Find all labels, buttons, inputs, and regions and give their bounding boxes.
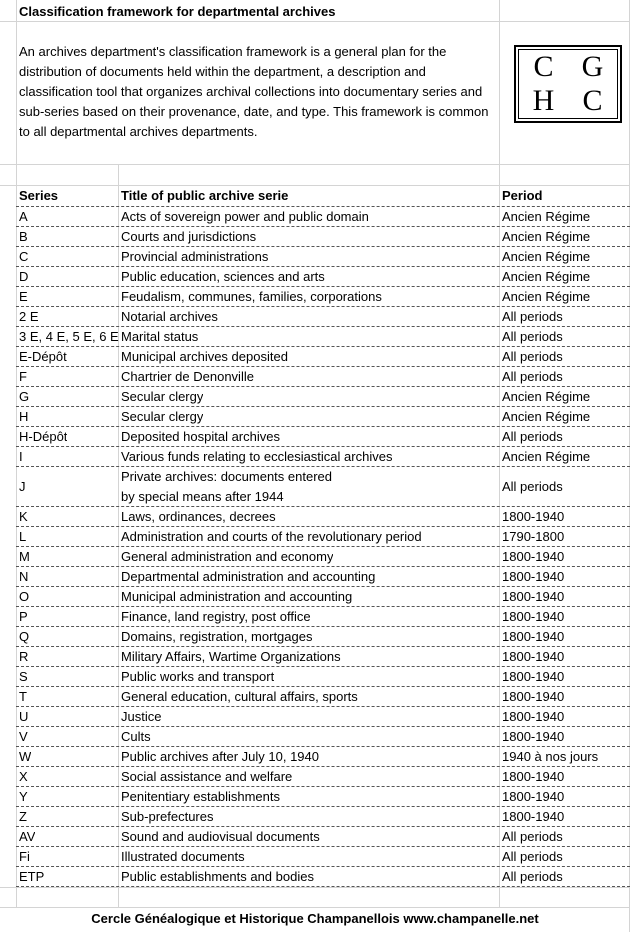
table-row <box>0 827 630 847</box>
series-title: Private archives: documents entered <box>121 469 332 484</box>
series-title-line2: by special means after 1944 <box>121 489 284 504</box>
series-title: Marital status <box>121 329 199 344</box>
series-code: 2 E <box>19 309 39 324</box>
table-row <box>0 687 630 707</box>
series-code: H <box>19 409 29 424</box>
series-code: 3 E, 4 E, 5 E, 6 E <box>19 329 119 344</box>
series-code: A <box>19 209 28 224</box>
series-title: Notarial archives <box>121 309 218 324</box>
table-row <box>0 667 630 687</box>
table-row <box>0 747 630 767</box>
series-code: J <box>19 479 26 494</box>
series-title: Cults <box>121 729 151 744</box>
series-code: X <box>19 769 28 784</box>
series-period: Ancien Régime <box>502 249 591 264</box>
table-row <box>0 847 630 867</box>
table-row <box>0 647 630 667</box>
series-period: 1800-1940 <box>502 589 565 604</box>
series-code: L <box>19 529 27 544</box>
table-row <box>0 527 630 547</box>
grid-line <box>0 907 630 908</box>
series-period: 1800-1940 <box>502 669 565 684</box>
series-period: Ancien Régime <box>502 449 591 464</box>
series-title: Laws, ordinances, decrees <box>121 509 276 524</box>
series-period: 1800-1940 <box>502 789 565 804</box>
grid-line <box>0 164 630 165</box>
series-period: 1800-1940 <box>502 809 565 824</box>
table-row <box>0 787 630 807</box>
series-code: B <box>19 229 28 244</box>
series-code: K <box>19 509 28 524</box>
series-period: Ancien Régime <box>502 409 591 424</box>
header-series: Series <box>19 188 59 203</box>
series-title: Departmental administration and accounting <box>121 569 376 584</box>
series-period: Ancien Régime <box>502 229 591 244</box>
series-title: Provincial administrations <box>121 249 269 264</box>
series-code: I <box>19 449 23 464</box>
series-title: Social assistance and welfare <box>121 769 293 784</box>
series-title: Sound and audiovisual documents <box>121 829 320 844</box>
series-period: Ancien Régime <box>502 389 591 404</box>
series-period: 1800-1940 <box>502 769 565 784</box>
table-row <box>0 767 630 787</box>
series-code: T <box>19 689 27 704</box>
series-code: R <box>19 649 29 664</box>
series-code: V <box>19 729 28 744</box>
series-period: All periods <box>502 829 563 844</box>
grid-line <box>0 887 630 888</box>
series-period: Ancien Régime <box>502 209 591 224</box>
series-title: Public establishments and bodies <box>121 869 314 884</box>
table-row <box>0 547 630 567</box>
series-code: AV <box>19 829 36 844</box>
series-title: Secular clergy <box>121 409 204 424</box>
logo-letter: H <box>532 84 555 117</box>
table-header-row <box>0 186 630 207</box>
table-row <box>0 807 630 827</box>
series-title: General administration and economy <box>121 549 334 564</box>
series-period: All periods <box>502 869 563 884</box>
series-code: Z <box>19 809 27 824</box>
series-code: N <box>19 569 29 584</box>
table-row <box>0 627 630 647</box>
series-period: 1800-1940 <box>502 549 565 564</box>
series-period: 1800-1940 <box>502 729 565 744</box>
series-period: All periods <box>502 329 563 344</box>
series-period: All periods <box>502 309 563 324</box>
series-period: 1940 à nos jours <box>502 749 599 764</box>
logo-letter: G <box>581 50 604 83</box>
series-title: Chartrier de Denonville <box>121 369 254 384</box>
series-code: C <box>19 249 29 264</box>
series-period: All periods <box>502 369 563 384</box>
table-row <box>0 407 630 427</box>
table-row <box>0 867 630 887</box>
table-row <box>0 387 630 407</box>
table-row <box>0 347 630 367</box>
series-title: Finance, land registry, post office <box>121 609 311 624</box>
series-code: Y <box>19 789 28 804</box>
series-code: E-Dépôt <box>19 349 67 364</box>
table-row <box>0 267 630 287</box>
series-code: D <box>19 269 29 284</box>
series-code: F <box>19 369 27 384</box>
series-code: G <box>19 389 30 404</box>
series-code: W <box>19 749 32 764</box>
document-title: Classification framework for departmental archives <box>19 4 336 19</box>
series-period: 1790-1800 <box>502 529 565 544</box>
series-title: Public works and transport <box>121 669 275 684</box>
series-period: All periods <box>502 349 563 364</box>
series-period: 1800-1940 <box>502 609 565 624</box>
series-title: Penitentiary establishments <box>121 789 280 804</box>
series-code: E <box>19 289 28 304</box>
table-row <box>0 467 630 507</box>
series-code: M <box>19 549 30 564</box>
table-row <box>0 507 630 527</box>
series-period: 1800-1940 <box>502 629 565 644</box>
table-row <box>0 247 630 267</box>
series-title: Illustrated documents <box>121 849 245 864</box>
series-title: Public archives after July 10, 1940 <box>121 749 319 764</box>
series-period: Ancien Régime <box>502 269 591 284</box>
table-row <box>0 207 630 227</box>
series-title: Sub-prefectures <box>121 809 214 824</box>
series-period: All periods <box>502 479 563 494</box>
series-title: Acts of sovereign power and public domain <box>121 209 369 224</box>
series-title: Various funds relating to ecclesiastical archives <box>121 449 393 464</box>
series-title: Justice <box>121 709 162 724</box>
series-code: U <box>19 709 29 724</box>
series-period: Ancien Régime <box>502 289 591 304</box>
series-title: Military Affairs, Wartime Organizations <box>121 649 341 664</box>
series-code: P <box>19 609 28 624</box>
table-row <box>0 307 630 327</box>
series-period: 1800-1940 <box>502 649 565 664</box>
series-title: Courts and jurisdictions <box>121 229 257 244</box>
logo-letter: C <box>582 84 603 117</box>
series-period: 1800-1940 <box>502 509 565 524</box>
footer-credit: Cercle Généalogique et Historique Champanellois www.champanelle.net <box>91 911 539 926</box>
series-title: General education, cultural affairs, sports <box>121 689 358 704</box>
intro-paragraph: An archives department's classification framework is a general plan for the distribution of documents held within the department, a description and classification tool that organizes archival collections into documentary series and sub-series based on their provenance, date, and type. This framework is common to all departmental archives departments. <box>19 44 489 139</box>
series-title: Municipal administration and accounting <box>121 589 353 604</box>
header-period: Period <box>502 188 543 203</box>
series-title: Public education, sciences and arts <box>121 269 325 284</box>
series-period: 1800-1940 <box>502 709 565 724</box>
series-title: Secular clergy <box>121 389 204 404</box>
series-code: Fi <box>19 849 30 864</box>
table-row <box>0 587 630 607</box>
series-title: Administration and courts of the revolutionary period <box>121 529 422 544</box>
series-title: Municipal archives deposited <box>121 349 288 364</box>
cghc-logo <box>514 45 622 123</box>
table-row <box>0 707 630 727</box>
series-code: ETP <box>19 869 45 884</box>
table-row <box>0 447 630 467</box>
table-row <box>0 227 630 247</box>
series-title: Deposited hospital archives <box>121 429 280 444</box>
table-row <box>0 427 630 447</box>
table-row <box>0 607 630 627</box>
table-row <box>0 567 630 587</box>
series-code: Q <box>19 629 30 644</box>
table-row <box>0 327 630 347</box>
series-code: S <box>19 669 28 684</box>
series-code: H-Dépôt <box>19 429 68 444</box>
header-title: Title of public archive serie <box>121 188 289 203</box>
series-period: All periods <box>502 849 563 864</box>
series-title: Domains, registration, mortgages <box>121 629 313 644</box>
series-period: All periods <box>502 429 563 444</box>
series-code: O <box>19 589 30 604</box>
table-row <box>0 367 630 387</box>
table-row <box>0 727 630 747</box>
series-title: Feudalism, communes, families, corporations <box>121 289 382 304</box>
series-period: 1800-1940 <box>502 569 565 584</box>
logo-letter: C <box>533 50 554 83</box>
table-row <box>0 287 630 307</box>
series-period: 1800-1940 <box>502 689 565 704</box>
